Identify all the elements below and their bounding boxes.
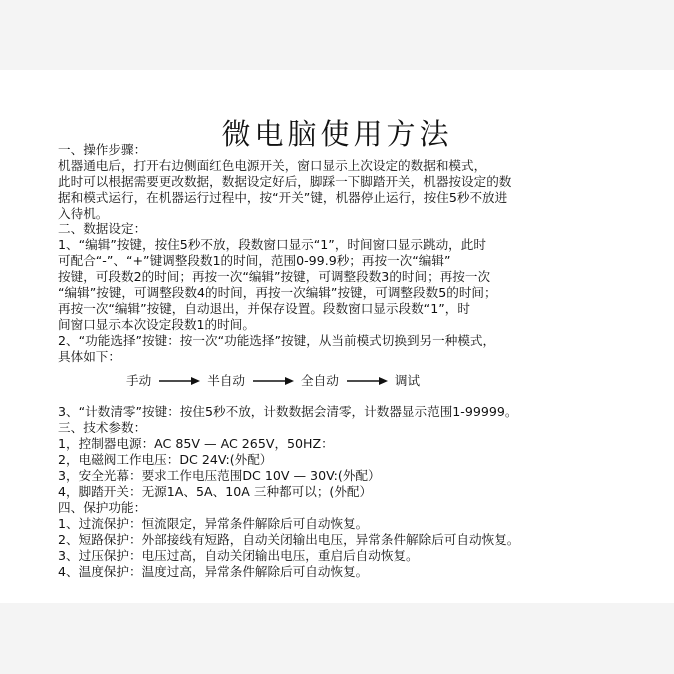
flow-step-manual: 手动 [126,372,152,388]
spec-light-curtain: 3，安全光幕：要求工作电压范围DC 10V — 30V:(外配） [58,468,381,483]
text-line: 具体如下： [58,349,121,364]
spec-power: 1，控制器电源：AC 85V — AC 265V，50HZ： [58,436,334,451]
text-line: 2、“功能选择”按键：按一次“功能选择”按键，从当前模式切换到另一种模式， [58,333,496,348]
protection-overcurrent: 1、过流保护：恒流限定，异常条件解除后可自动恢复。 [58,516,369,531]
text-line: 间窗口显示本次设定段数1的时间。 [58,317,255,332]
text-line: 此时可以根据需要更改数据，数据设定好后，脚踩一下脚踏开关，机器按设定的数 [58,174,512,189]
section-2-heading: 二、数据设定： [58,221,147,236]
protection-short-circuit: 2、短路保护：外部接线有短路，自动关闭输出电压，异常条件解除后可自动恢复。 [58,532,520,547]
text-line: 据和模式运行，在机器运行过程中，按“开关”键，机器停止运行，按住5秒不放进 [58,190,508,205]
text-line: 再按一次“编辑”按键，自动退出，并保存设置。段数窗口显示段数“1”，时 [58,301,470,316]
section-4-heading: 四、保护功能： [58,500,147,515]
arrow-right-icon [157,376,201,386]
flow-step-debug: 调试 [394,372,421,388]
section-1-heading: 一、操作步骤： [58,142,147,157]
text-line: 按键，可段数2的时间；再按一次“编辑”按键，可调整段数3的时间；再按一次 [58,269,491,284]
flow-step-full-auto: 全自动 [301,372,339,388]
flow-step-semi-auto: 半自动 [207,372,245,388]
arrow-right-icon [345,376,389,386]
spec-foot-switch: 4，脚踏开关：无源1A、5A、10A 三种都可以；(外配） [58,484,373,499]
section-3-heading: 三、技术参数： [58,420,147,435]
mode-flow [126,372,420,389]
protection-overvoltage: 3、过压保护：电压过高，自动关闭输出电压，重启后自动恢复。 [58,548,419,563]
document-title: 微电脑使用方法 [221,117,453,151]
protection-temperature: 4、温度保护：温度过高，异常条件解除后可自动恢复。 [58,564,369,579]
text-line: 入待机。 [58,206,109,221]
text-line: “编辑”按键，可调整段数4的时间，再按一次编辑”按键，可调整段数5的时间； [58,285,497,300]
text-line: 1、“编辑”按键，按住5秒不放，段数窗口显示“1”，时间窗口显示跳动，此时 [58,237,486,252]
text-line: 可配合“-”、“+”键调整段数1的时间，范围0-99.9秒；再按一次“编辑” [58,253,451,268]
text-line: 机器通电后，打开右边侧面红色电源开关，窗口显示上次设定的数据和模式， [58,158,487,173]
text-line: 3、“计数清零”按键：按住5秒不放，计数数据会清零，计数器显示范围1-99999。 [58,404,518,419]
document-page [0,70,674,603]
arrow-right-icon [251,376,295,386]
spec-valve-voltage: 2，电磁阀工作电压：DC 24V:(外配） [58,452,273,467]
